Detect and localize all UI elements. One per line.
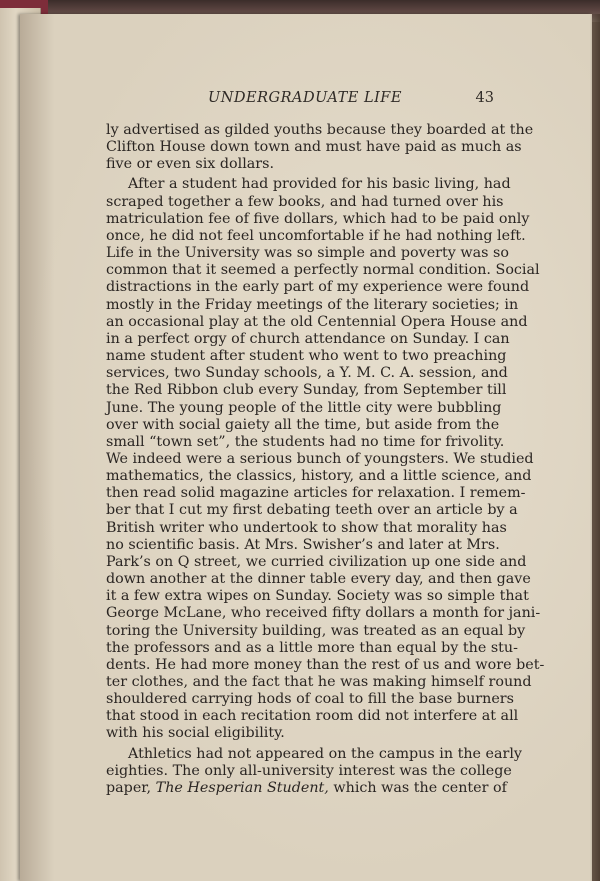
- text-line-start: paper,: [106, 779, 156, 796]
- text-line: eighties. The only all-university interest was the college: [106, 762, 512, 779]
- text-line: matriculation fee of five dollars, which had to be paid only: [106, 210, 530, 227]
- text-line: We indeed were a serious bunch of youngsters. We studied: [106, 450, 534, 467]
- text-line: that stood in each recitation room did not interfere at all: [106, 708, 519, 725]
- text-line: no scientific basis. At Mrs. Swisher’s and later at Mrs.: [106, 536, 500, 553]
- text-line: toring the University building, was treated as an equal by: [106, 622, 526, 639]
- text-line: name student after student who went to two preaching: [106, 348, 507, 365]
- text-line: an occasional play at the old Centennial Opera House and: [106, 313, 528, 330]
- text-line: it a few extra wipes on Sunday. Society was so simple that: [106, 588, 529, 605]
- publication-title: The Hesperian Student,: [155, 779, 329, 796]
- text-line: shouldered carrying hods of coal to fill the base burners: [106, 691, 514, 708]
- text-line: mathematics, the classics, history, and a little science, and: [106, 468, 532, 485]
- text-line: June. The young people of the little city were bubbling: [106, 399, 502, 416]
- text-line: ly advertised as gilded youths because they boarded at the: [106, 122, 534, 138]
- text-line: then read solid magazine articles for relaxation. I remem-: [106, 485, 526, 502]
- paragraph-2: [106, 176, 545, 742]
- text-line: scraped together a few books, and had turned over his: [106, 193, 504, 210]
- text-line: ber that I cut my first debating teeth over an article by a: [106, 502, 518, 519]
- text-line: ter clothes, and the fact that he was making himself round: [106, 674, 532, 690]
- text-line: British writer who undertook to show that morality has: [106, 519, 507, 536]
- text-line-end: which was the center of: [333, 779, 507, 796]
- text-line: [106, 779, 507, 797]
- paragraph-1: [106, 122, 534, 173]
- text-line: with his social eligibility.: [106, 725, 285, 742]
- text-line: services, two Sunday schools, a Y. M. C. A. session, and: [106, 365, 508, 382]
- text-line: once, he did not feel uncomfortable if he had nothing left.: [106, 227, 526, 244]
- text-line: Life in the University was so simple and poverty was so: [106, 245, 509, 262]
- text-line: down another at the dinner table every day, and then gave: [106, 571, 531, 588]
- page-number: 43: [475, 90, 494, 106]
- text-line: Athletics had not appeared on the campus in the early: [128, 745, 523, 762]
- text-line: dents. He had more money than the rest of us and wore bet-: [106, 656, 545, 673]
- paragraph-3: [106, 745, 523, 797]
- text-line: George McLane, who received fifty dollars a month for jani-: [106, 605, 541, 622]
- text-line: After a student had provided for his basic living, had: [128, 176, 511, 193]
- text-line: Park’s on Q street, we curried civilization up one side and: [106, 553, 527, 570]
- text-line: the Red Ribbon club every Sunday, from September till: [106, 382, 507, 399]
- body-text: [106, 122, 545, 797]
- text-line: small “town set”, the students had no time for frivolity.: [106, 433, 505, 450]
- running-title: UNDERGRADUATE LIFE: [208, 90, 402, 106]
- text-line: the professors and as a little more than equal by the stu-: [106, 639, 518, 656]
- text-line: over with social gaiety all the time, but aside from the: [106, 416, 500, 433]
- text-line: distractions in the early part of my experience were found: [106, 279, 530, 296]
- text-line: common that it seemed a perfectly normal condition. Social: [106, 262, 540, 279]
- text-line: mostly in the Friday meetings of the literary societies; in: [106, 296, 519, 313]
- text-line: five or even six dollars.: [106, 156, 275, 173]
- text-line: Clifton House down town and must have paid as much as: [106, 139, 522, 156]
- page-header: [88, 90, 494, 114]
- text-line: in a perfect orgy of church attendance on Sunday. I can: [106, 330, 510, 347]
- page-shadow: [590, 14, 600, 881]
